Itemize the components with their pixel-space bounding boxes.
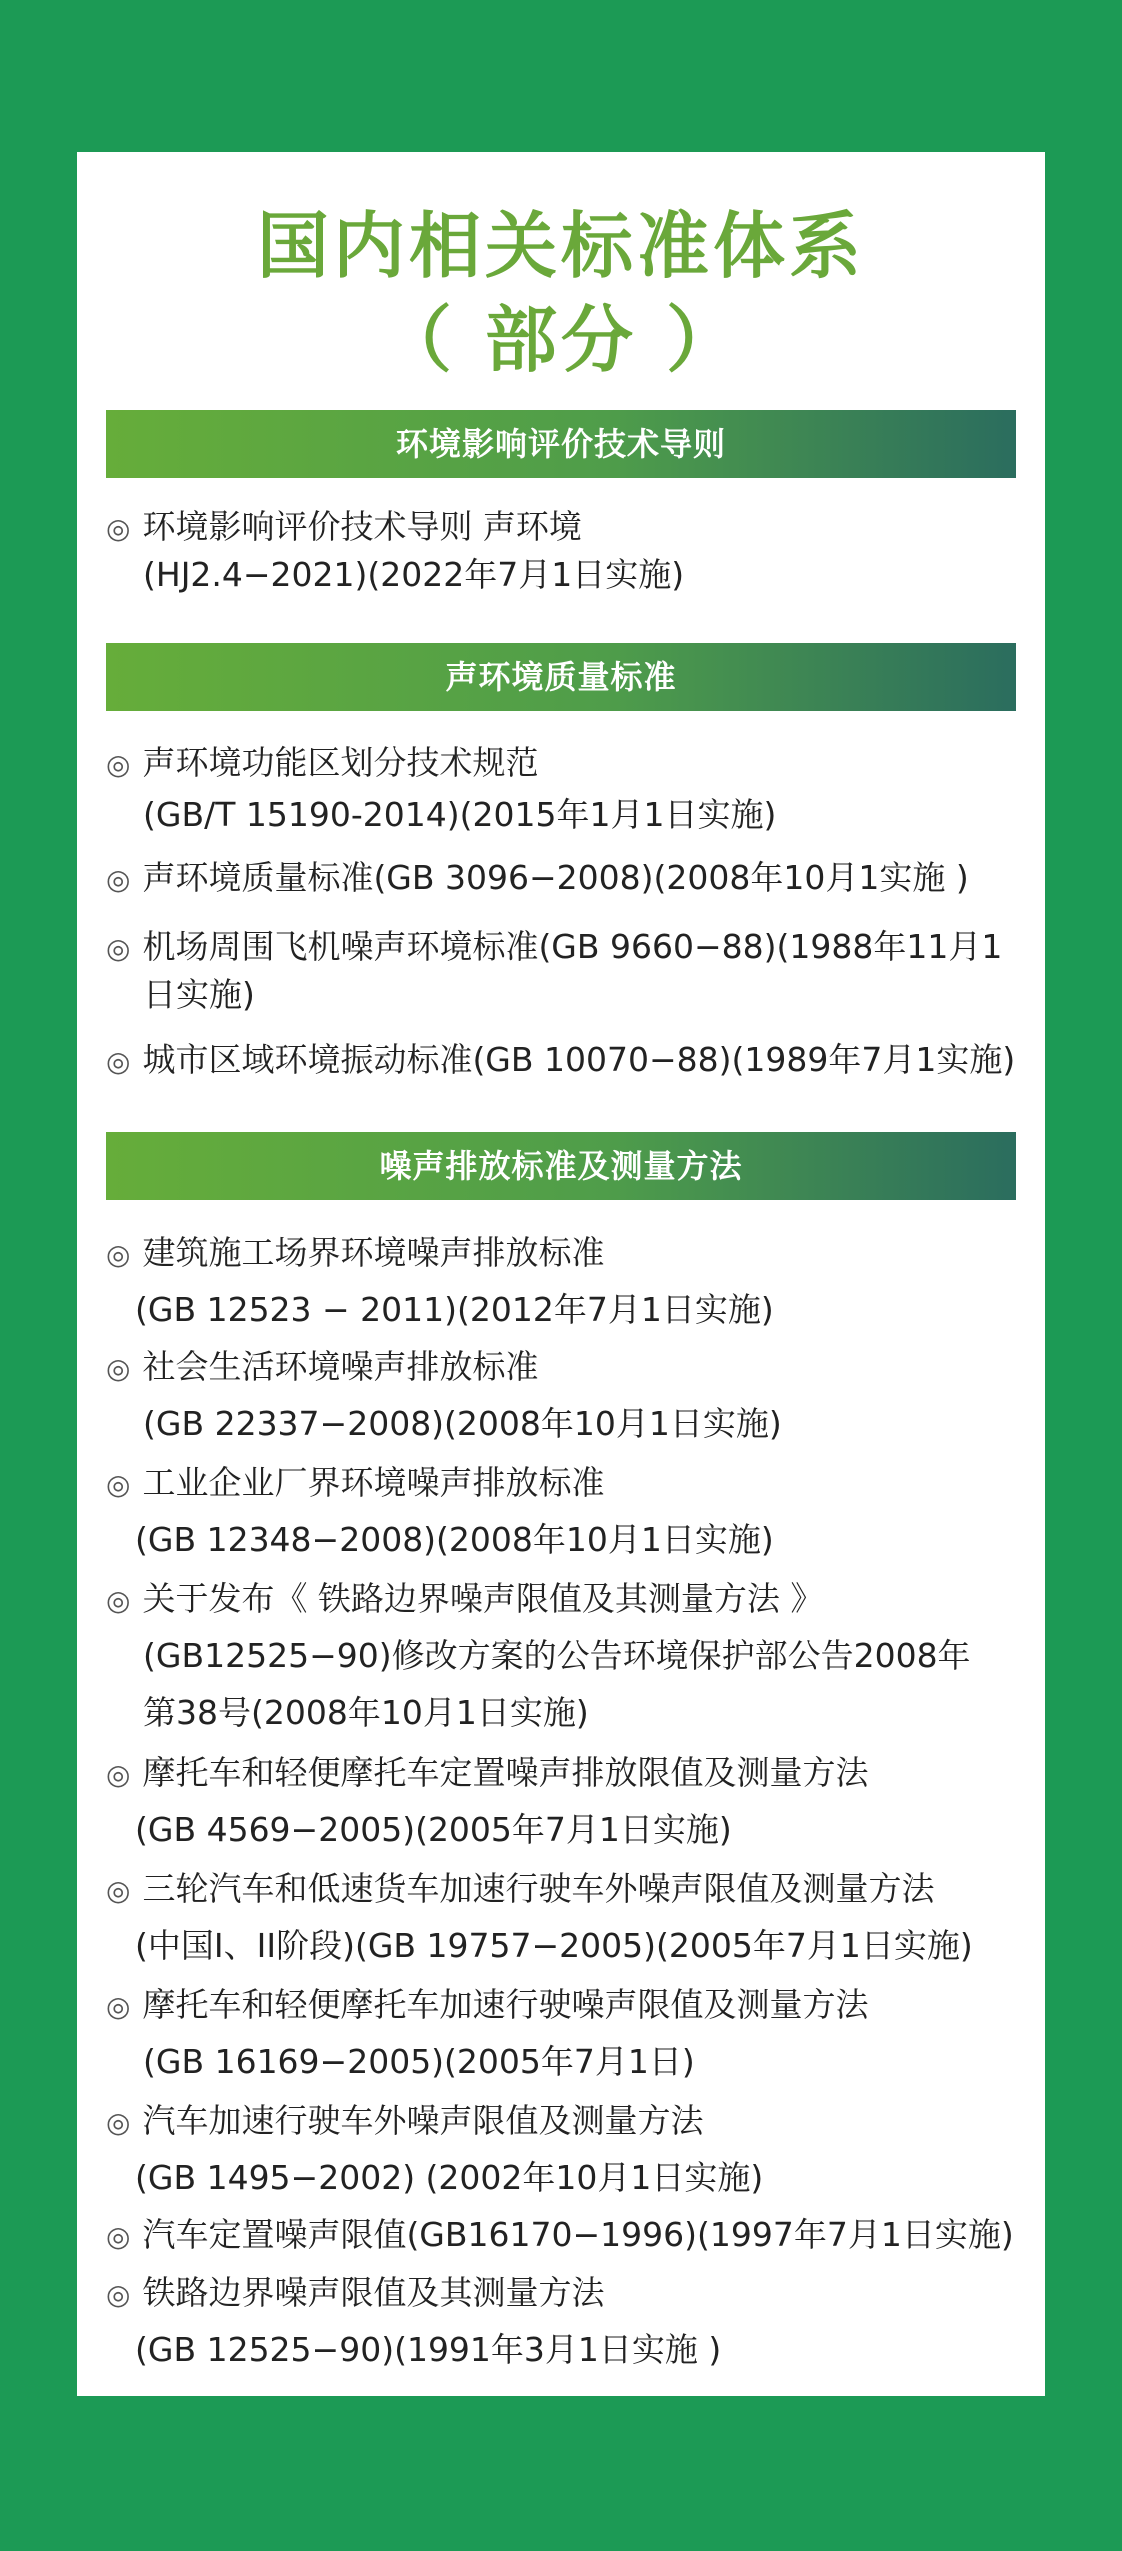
- list-item-continuation: (HJ2.4−2021)(2022年7月1日实施): [143, 555, 685, 594]
- bullet-icon: ◎: [106, 1468, 131, 1501]
- list-item: ◎ 三轮汽车和低速货车加速行驶车外噪声限值及测量方法: [106, 1869, 935, 1908]
- list-item-continuation: (中国I、II阶段)(GB 19757−2005)(2005年7月1日实施): [135, 1926, 973, 1965]
- list-item: ◎ 摩托车和轻便摩托车加速行驶噪声限值及测量方法: [106, 1985, 869, 2024]
- list-item-continuation: (GB/T 15190-2014)(2015年1月1日实施): [143, 795, 777, 834]
- bullet-icon: ◎: [106, 1045, 131, 1078]
- bullet-icon: ◎: [106, 932, 131, 965]
- section-header-quality: 声环境质量标准: [106, 643, 1016, 711]
- list-item-continuation: (GB 4569−2005)(2005年7月1日实施): [135, 1810, 732, 1849]
- bullet-icon: ◎: [106, 748, 131, 781]
- bullet-icon: ◎: [106, 1990, 131, 2023]
- section-header-emission: 噪声排放标准及测量方法: [106, 1132, 1016, 1200]
- list-item-continuation: (GB 12525−90)(1991年3月1日实施 ): [135, 2330, 722, 2369]
- list-item: ◎ 声环境质量标准(GB 3096−2008)(2008年10月1实施 ): [106, 858, 969, 897]
- list-item: ◎ 机场周围飞机噪声环境标准(GB 9660−88)(1988年11月1: [106, 927, 1003, 966]
- bullet-icon: ◎: [106, 1874, 131, 1907]
- bullet-icon: ◎: [106, 1758, 131, 1791]
- list-item: ◎ 建筑施工场界环境噪声排放标准: [106, 1233, 605, 1272]
- bullet-icon: ◎: [106, 2278, 131, 2311]
- list-item: ◎ 声环境功能区划分技术规范: [106, 743, 539, 782]
- bullet-icon: ◎: [106, 1352, 131, 1385]
- page-title: 国内相关标准体系: [256, 204, 865, 288]
- list-item-continuation: (GB 1495−2002) (2002年10月1日实施): [135, 2158, 764, 2197]
- bullet-icon: ◎: [106, 1584, 131, 1617]
- list-item-continuation: (GB 12523 − 2011)(2012年7月1日实施): [135, 1290, 774, 1329]
- bullet-icon: ◎: [106, 1238, 131, 1271]
- bullet-icon: ◎: [106, 2220, 131, 2253]
- list-item-continuation: (GB 16169−2005)(2005年7月1日): [143, 2042, 695, 2081]
- list-item-continuation: (GB 12348−2008)(2008年10月1日实施): [135, 1520, 774, 1559]
- list-item: ◎ 城市区域环境振动标准(GB 10070−88)(1989年7月1实施): [106, 1040, 1016, 1079]
- list-item: ◎ 汽车定置噪声限值(GB16170−1996)(1997年7月1日实施): [106, 2215, 1014, 2254]
- list-item-continuation: (GB 22337−2008)(2008年10月1日实施): [143, 1404, 782, 1443]
- list-item: ◎ 铁路边界噪声限值及其测量方法: [106, 2273, 605, 2312]
- bullet-icon: ◎: [106, 863, 131, 896]
- list-item: ◎ 工业企业厂界环境噪声排放标准: [106, 1463, 605, 1502]
- list-item-continuation: 第38号(2008年10月1日实施): [143, 1693, 589, 1732]
- content-panel: [77, 152, 1045, 2396]
- bullet-icon: ◎: [106, 512, 131, 545]
- list-item-continuation: 日实施): [143, 975, 255, 1014]
- page-subtitle: （ 部分 ）: [379, 298, 743, 382]
- section-header-eia: 环境影响评价技术导则: [106, 410, 1016, 478]
- bullet-icon: ◎: [106, 2106, 131, 2139]
- list-item: ◎ 汽车加速行驶车外噪声限值及测量方法: [106, 2101, 704, 2140]
- list-item: ◎ 社会生活环境噪声排放标准: [106, 1347, 539, 1386]
- list-item: ◎ 摩托车和轻便摩托车定置噪声排放限值及测量方法: [106, 1753, 869, 1792]
- list-item: ◎ 环境影响评价技术导则 声环境: [106, 507, 582, 546]
- list-item-continuation: (GB12525−90)修改方案的公告环境保护部公告2008年: [143, 1636, 971, 1675]
- list-item: ◎ 关于发布《 铁路边界噪声限值及其测量方法 》: [106, 1579, 824, 1618]
